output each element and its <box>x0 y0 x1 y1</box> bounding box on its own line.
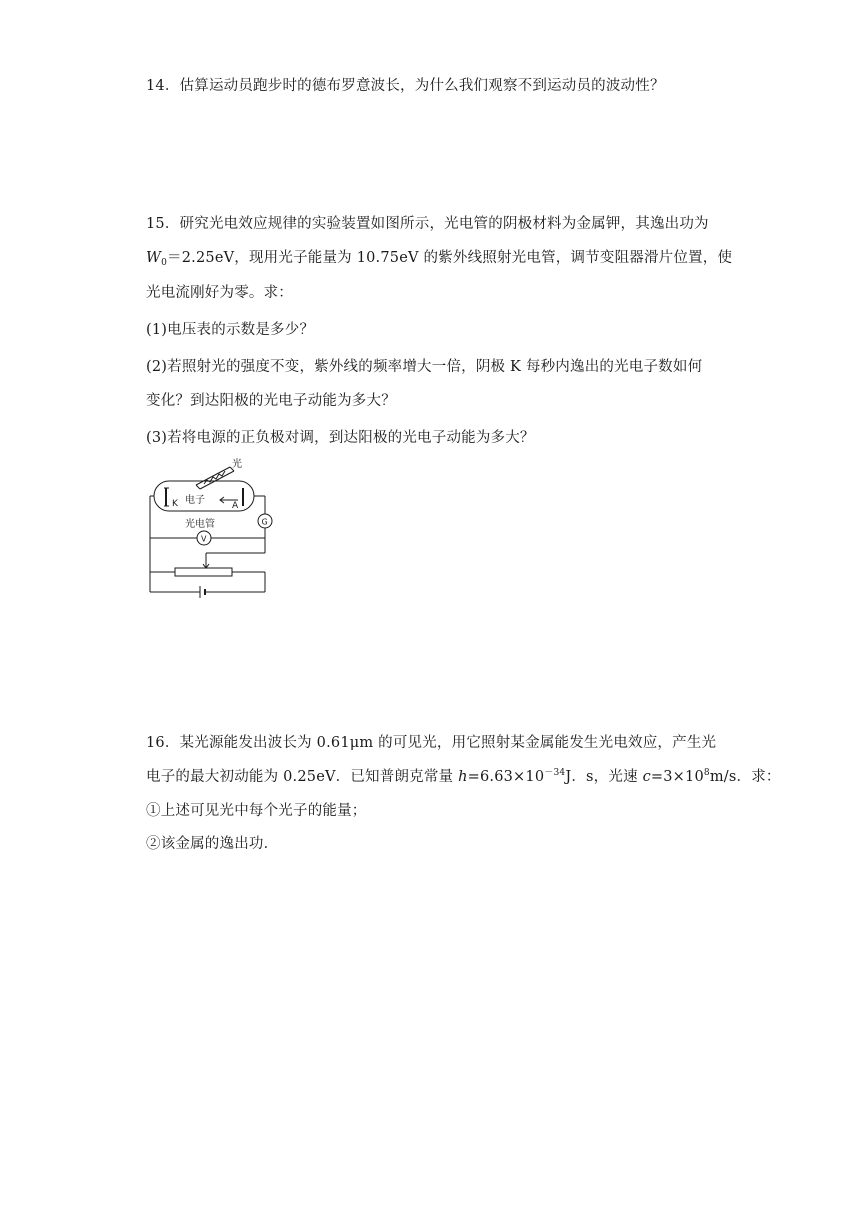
question-14-text: 14．估算运动员跑步时的德布罗意波长，为什么我们观察不到运动员的波动性？ <box>146 78 665 94</box>
question-16-line-1: 16．某光源能发出波长为 0.61μm 的可见光，用它照射某金属能发生光电效应，产生光 <box>146 735 717 751</box>
question-15-sub-2-line-2: 变化？到达阳极的光电子动能为多大？ <box>146 393 396 409</box>
question-16-item-2: ②该金属的逸出功． <box>146 836 279 852</box>
question-15-sub-1: (1)电压表的示数是多少？ <box>146 322 315 338</box>
planck-symbol: h <box>458 769 468 785</box>
question-15-line-2-rest: ＝2.25eV，现用光子能量为 10.75eV 的紫外线照射光电管，调节变阻器滑片位置，使 <box>167 250 733 266</box>
galvanometer-label: G <box>261 517 268 527</box>
question-15-line-2 <box>146 246 732 268</box>
question-16-item-1: ①上述可见光中每个光子的能量； <box>146 803 367 819</box>
tube-label: 光电管 <box>185 519 215 530</box>
photoelectric-circuit-diagram <box>140 455 280 605</box>
work-function-subscript: 0 <box>161 258 168 268</box>
work-function-symbol: W <box>146 250 162 266</box>
question-16-line-2 <box>146 765 781 786</box>
question-15-line-3: 光电流刚好为零。求： <box>146 285 293 301</box>
planck-exponent: －34 <box>544 768 566 778</box>
anode-label: A <box>232 501 239 511</box>
q16-text-a: 电子的最大初动能为 0.25eV．已知普朗克常量 <box>146 769 459 785</box>
question-15-line-1: 15．研究光电效应规律的实验装置如图所示，光电管的阴极材料为金属钾，其逸出功为 <box>146 216 709 232</box>
question-15-sub-2-line-1: (2)若照射光的强度不变，紫外线的频率增大一倍，阴极 K 每秒内逸出的光电子数如何 <box>146 359 703 375</box>
voltmeter-label: V <box>201 534 207 544</box>
rheostat <box>175 568 232 576</box>
light-label: 光 <box>232 459 242 470</box>
light-speed-exponent: 8 <box>703 768 710 778</box>
light-speed-symbol: c <box>642 769 651 785</box>
electron-label: 电子 <box>185 495 205 506</box>
cathode-label: K <box>172 499 178 509</box>
q16-text-b: =6.63×10 <box>467 769 545 785</box>
question-15-sub-3: (3)若将电源的正负极对调，到达阳极的光电子动能为多大？ <box>146 430 535 446</box>
q16-text-c: J．s，光速 <box>565 769 643 785</box>
q16-text-d: =3×10 <box>650 769 704 785</box>
q16-text-e: m/s．求： <box>709 769 781 785</box>
